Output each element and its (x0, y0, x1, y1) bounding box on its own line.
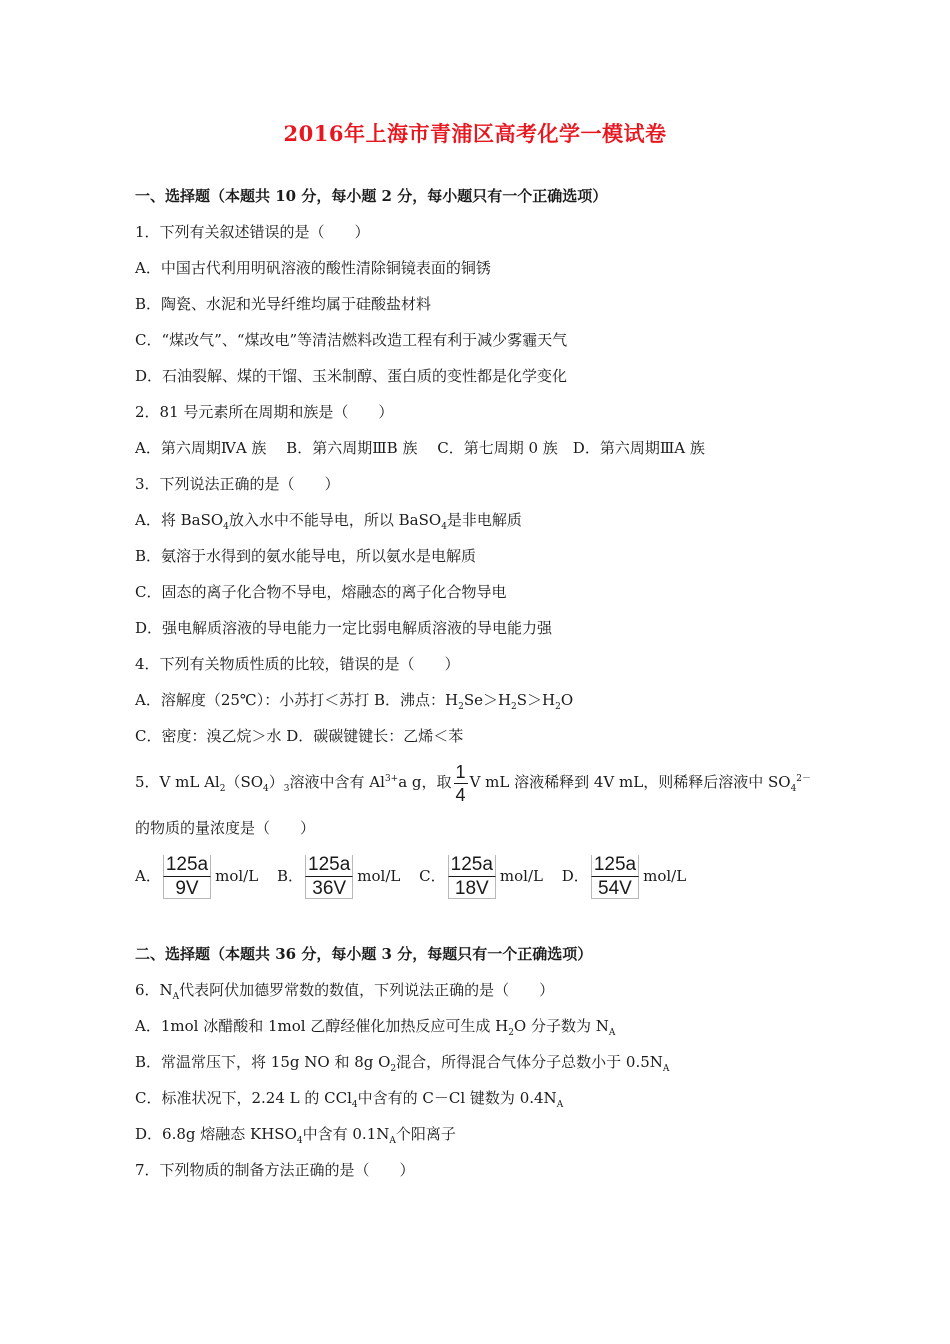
subscript: 2 (508, 1028, 514, 1038)
question-3-option-c: C．固态的离子化合物不导电，熔融态的离子化合物导电 (135, 583, 507, 601)
question-1-option-a: A．中国古代利用明矾溶液的酸性清除铜镜表面的铜锈 (135, 259, 491, 277)
question-5-option-a (135, 846, 258, 906)
text: Se＞H (463, 691, 512, 709)
question-4-options-cd: C．密度：溴乙烷＞水 D．碳碳键键长：乙烯＜苯 (135, 727, 464, 745)
fraction-numerator: 125a (163, 855, 211, 876)
subscript: 4 (223, 522, 229, 532)
text: 混合，所得混合气体分子总数小于 0.5N (396, 1053, 663, 1071)
subscript: 4 (351, 1100, 358, 1110)
subscript: A (389, 1136, 396, 1146)
text: （SO (225, 773, 264, 791)
text: ） (268, 773, 284, 791)
fraction-numerator: 1 (455, 761, 466, 782)
text: O 分子数为 N (513, 1017, 609, 1035)
option-fraction (448, 855, 496, 899)
fraction-numerator: 125a (591, 855, 639, 876)
text: 5．V mL Al (135, 773, 220, 791)
subscript: A (172, 992, 180, 1002)
text: 6．N (135, 981, 173, 999)
question-6-option-a (135, 1008, 815, 1044)
text: 代表阿伏加德罗常数的数值，下列说法正确的是（ ） (179, 981, 555, 999)
fraction-one-quarter (454, 763, 468, 804)
question-7-stem: 7．下列物质的制备方法正确的是（ ） (135, 1161, 415, 1179)
question-2-stem: 2．81 号元素所在周期和族是（ ） (135, 403, 394, 421)
subscript: 3 (283, 784, 290, 794)
text: 放入水中不能导电，所以 BaSO (228, 511, 442, 529)
subscript: A (662, 1064, 670, 1074)
question-5-option-d (562, 846, 686, 906)
fraction-denominator: 9V (163, 876, 211, 899)
question-3-option-d: D．强电解质溶液的导电能力一定比弱电解质溶液的导电能力强 (135, 619, 553, 637)
question-4-stem: 4．下列有关物质性质的比较，错误的是（ ） (135, 655, 460, 673)
fraction-denominator: 36V (305, 876, 353, 899)
fraction-denominator: 54V (591, 876, 639, 899)
question-1-option-b: B．陶瓷、水泥和光导纤维均属于硅酸盐材料 (135, 295, 432, 313)
option-label: B． (276, 867, 304, 885)
text: B．常温常压下，将 15g NO 和 8g O (135, 1053, 391, 1071)
question-5-stem-continued: 的物质的量浓度是（ ） (135, 819, 316, 837)
subscript: 2 (219, 784, 226, 794)
section-heading-1: 一、选择题（本题共 10 分，每小题 2 分，每小题只有一个正确选项） (135, 187, 608, 205)
text: S＞H (516, 691, 556, 709)
question-4-options-ab (135, 682, 815, 718)
text: V mL 溶液稀释到 4V mL，则稀释后溶液中 SO (469, 773, 791, 791)
text: A．溶解度（25℃）：小苏打＜苏打 B．沸点：H (135, 691, 459, 709)
fraction-numerator: 125a (305, 855, 353, 876)
text: 是非电解质 (446, 511, 522, 529)
question-5-option-b (277, 846, 400, 906)
option-label: C． (419, 867, 446, 885)
text: A．1mol 冰醋酸和 1mol 乙醇经催化加热反应可生成 H (135, 1017, 509, 1035)
option-unit: mol/L (499, 867, 543, 885)
question-6-option-d (135, 1116, 815, 1152)
text: 溶液中含有 Al (289, 773, 385, 791)
subscript: 4 (263, 784, 269, 794)
text: C．标准状况下，2.24 L 的 CCl (135, 1089, 352, 1107)
section-heading-2: 二、选择题（本题共 36 分，每小题 3 分，每题只有一个正确选项） (135, 945, 593, 963)
option-unit: mol/L (215, 867, 259, 885)
subscript: 4 (296, 1136, 303, 1146)
fraction-denominator: 4 (455, 784, 466, 805)
subscript: 2 (390, 1064, 397, 1074)
question-3-stem: 3．下列说法正确的是（ ） (135, 475, 340, 493)
option-fraction (163, 855, 211, 899)
option-unit: mol/L (643, 867, 687, 885)
subscript: A (608, 1028, 616, 1038)
question-3-option-a (135, 502, 815, 538)
question-2-options: A．第六周期ⅣA 族 B．第六周期ⅢB 族 C．第七周期 0 族 D．第六周期ⅢA 族 (135, 439, 705, 457)
superscript: 2－ (796, 774, 812, 784)
fraction-denominator: 18V (448, 876, 496, 899)
text: A．将 BaSO (135, 511, 224, 529)
question-5-option-c (419, 846, 543, 906)
text: D．6.8g 熔融态 KHSO (135, 1125, 297, 1143)
section-gap (135, 906, 815, 936)
text: 中含有的 C－Cl 键数为 0.4N (357, 1089, 557, 1107)
option-label: A． (135, 867, 161, 885)
option-label: D． (561, 867, 589, 885)
superscript: 3+ (384, 774, 399, 784)
option-unit: mol/L (357, 867, 401, 885)
option-fraction (305, 855, 353, 899)
option-fraction (591, 855, 639, 899)
text: 个阳离子 (395, 1125, 456, 1143)
subscript: 2 (511, 702, 517, 712)
question-6-stem (135, 972, 815, 1008)
fraction-numerator: 125a (448, 855, 496, 876)
question-1-stem: 1．下列有关叙述错误的是（ ） (135, 223, 370, 241)
text: a g，取 (398, 773, 452, 791)
question-1-option-d: D．石油裂解、煤的干馏、玉米制醇、蛋白质的变性都是化学变化 (135, 367, 568, 385)
subscript: 2 (458, 702, 464, 712)
question-5-stem (135, 754, 815, 810)
subscript: 2 (555, 702, 561, 712)
question-6-option-c (135, 1080, 815, 1116)
question-1-option-c: C．“煤改气”、“煤改电”等清洁燃料改造工程有利于减少雾霾天气 (135, 331, 568, 349)
subscript: A (556, 1100, 564, 1110)
text: O (560, 691, 574, 709)
question-6-option-b (135, 1044, 815, 1080)
question-5-options (135, 846, 815, 906)
subscript: 4 (441, 522, 447, 532)
subscript: 4 (790, 784, 797, 794)
question-3-option-b: B．氨溶于水得到的氨水能导电，所以氨水是电解质 (135, 547, 477, 565)
text: 中含有 0.1N (302, 1125, 390, 1143)
page-title: 2016年上海市青浦区高考化学一模试卷 (283, 121, 667, 146)
